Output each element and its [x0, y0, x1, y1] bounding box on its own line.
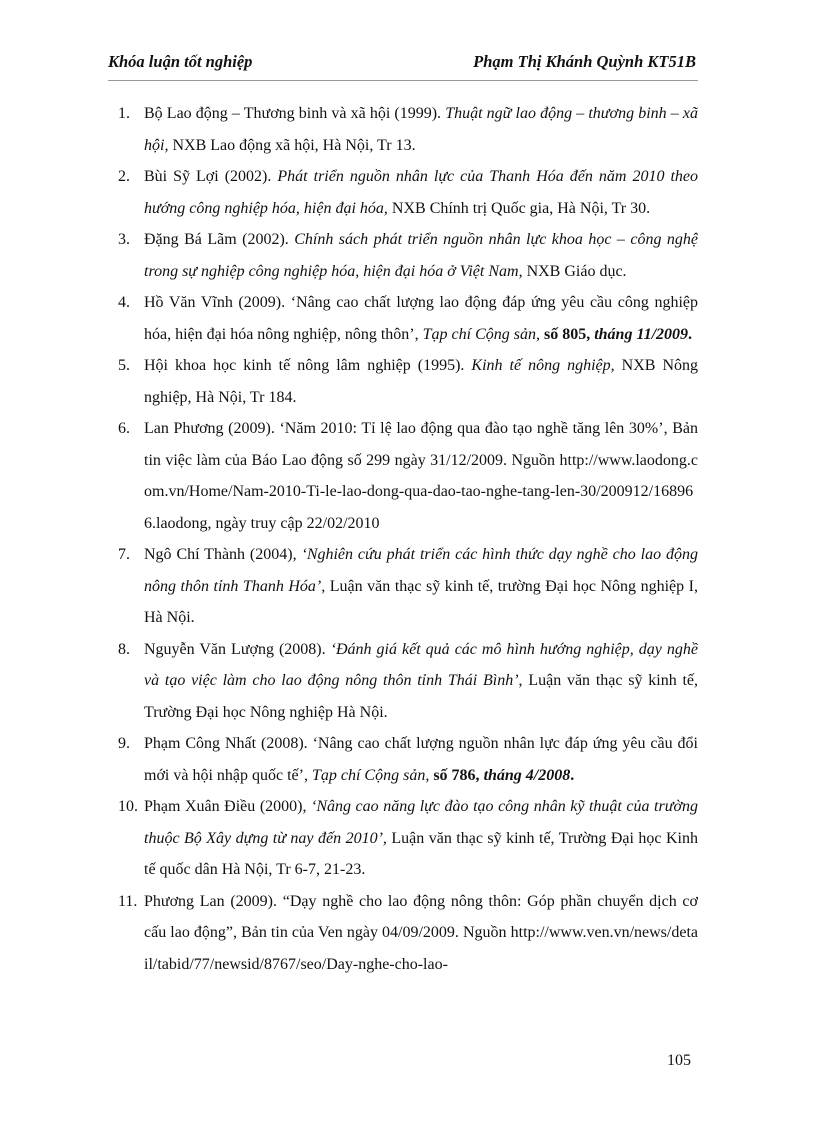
reference-number: 2. — [118, 168, 130, 185]
page-header — [108, 52, 696, 76]
reference-number: 8. — [118, 640, 130, 658]
reference-publisher: NXB Chính trị Quốc gia, Hà Nội, Tr 30. — [387, 199, 651, 217]
reference-period: . — [688, 325, 693, 343]
reference-title: ‘Nghiên cứu phát triển các hình thức dạy nghề cho lao động nông thôn tỉnh Thanh Hóa’, — [144, 546, 698, 595]
reference-text: Nguyễn Văn Lượng (2008). — [144, 640, 331, 658]
page-number: 105 — [667, 1052, 691, 1069]
reference-url[interactable]: http://www.ven.vn/news/detail/tabid/77/newsid/8767/seo/Day-nghe-cho-lao- — [144, 924, 698, 973]
reference-number: 5. — [118, 357, 130, 374]
reference-item — [118, 634, 698, 729]
reference-access-date: , ngày truy cập 22/02/2010 — [207, 514, 380, 532]
reference-text: Hồ Văn Vĩnh (2009). ‘Nâng cao chất lượng lao động đáp ứng yêu cầu công nghiệp hóa, hiện đại hóa nông nghiệp, nông thôn’, — [144, 294, 698, 343]
reference-text: Phạm Xuân Điều (2000), — [144, 798, 312, 815]
reference-number: 10. — [118, 798, 138, 815]
reference-number: 11. — [118, 892, 138, 910]
reference-item — [118, 224, 698, 287]
reference-url[interactable]: http://www.laodong.com.vn/Home/Nam-2010-Ti-le-lao-dong-qua-dao-tao-nghe-tang-len-30/200912/168966.laodong — [144, 451, 698, 532]
reference-item — [118, 886, 698, 981]
reference-item — [118, 287, 698, 350]
reference-publisher: NXB Nông nghiệp, Hà Nội, Tr 184. — [144, 357, 698, 406]
reference-text: Bùi Sỹ Lợi (2002). — [144, 168, 278, 185]
reference-title: Kinh tế nông nghiệp, — [471, 357, 615, 374]
reference-number: 3. — [118, 231, 130, 248]
reference-publisher: , Luận văn thạc sỹ kinh tế, Trường Đại học Nông nghiệp Hà Nội. — [144, 672, 699, 721]
reference-issue: số 786, — [433, 766, 480, 784]
reference-text: Hội khoa học kinh tế nông lâm nghiệp (1995). — [144, 357, 472, 374]
reference-item — [118, 98, 698, 161]
reference-title: Thuật ngữ lao động – thương binh – xã hội, — [144, 105, 698, 154]
reference-text: Đặng Bá Lãm (2002). — [144, 231, 295, 248]
reference-item — [118, 161, 698, 224]
reference-title: ‘Nâng cao năng lực đào tạo công nhân kỹ thuật của trường thuộc Bộ Xây dựng từ nay đến 2010’, — [144, 798, 698, 847]
reference-issue: số 805, — [543, 325, 591, 343]
header-thesis-title: Khóa luận tốt nghiệp — [108, 52, 253, 71]
reference-journal: Tạp chí Cộng sản, — [422, 325, 540, 343]
reference-item — [118, 539, 698, 634]
reference-date: tháng 11/2009 — [594, 325, 689, 343]
reference-item — [118, 791, 698, 886]
reference-title: Chính sách phát triển nguồn nhân lực khoa học – công nghệ trong sự nghiệp công nghiệp hóa, hiện đại hóa ở Việt Nam, — [144, 231, 698, 280]
reference-number: 7. — [118, 546, 130, 563]
reference-period: . — [570, 766, 575, 784]
reference-number: 4. — [118, 294, 130, 311]
reference-text: Phương Lan (2009). “Dạy nghề cho lao động nông thôn: Góp phần chuyển dịch cơ cấu lao động”, Bản tin của Ven ngày 04/09/2009. Nguồn — [144, 892, 698, 941]
reference-title: ‘Đánh giá kết quả các mô hình hướng nghiệp, dạy nghề và tạo việc làm cho lao động nông thôn tỉnh Thái Bình’ — [144, 640, 698, 689]
reference-text: Phạm Công Nhất (2008). ‘Nâng cao chất lượng nguồn nhân lực đáp ứng yêu cầu đổi mới và hội nhập quốc tế’, — [144, 735, 698, 784]
reference-text: Ngô Chí Thành (2004), — [144, 546, 302, 563]
reference-publisher: NXB Giáo dục. — [522, 262, 627, 280]
reference-publisher: Luận văn thạc sỹ kinh tế, trường Đại học Nông nghiệp I, Hà Nội. — [144, 577, 698, 626]
reference-number: 9. — [118, 735, 130, 752]
reference-title: Phát triển nguồn nhân lực của Thanh Hóa đến năm 2010 theo hướng công nghiệp hóa, hiện đại hóa, — [144, 168, 699, 217]
reference-list — [118, 98, 698, 980]
reference-journal: Tạp chí Cộng sản, — [311, 766, 430, 784]
reference-item — [118, 728, 698, 791]
header-author: Phạm Thị Khánh Quỳnh KT51B — [473, 52, 696, 71]
reference-text: Bộ Lao động – Thương binh và xã hội (1999). — [144, 105, 446, 122]
reference-number: 6. — [118, 420, 130, 437]
reference-publisher: NXB Lao động xã hội, Hà Nội, Tr 13. — [168, 136, 416, 154]
reference-item — [118, 350, 698, 413]
reference-item — [118, 413, 698, 539]
header-divider — [108, 80, 698, 81]
reference-text: Lan Phương (2009). ‘Năm 2010: Tỉ lệ lao động qua đào tạo nghề tăng lên 30%’, Bản tin việc làm của Báo Lao động số 299 ngày 31/12/2009. Nguồn — [144, 420, 698, 469]
reference-date: tháng 4/2008 — [483, 766, 571, 784]
reference-publisher: Luận văn thạc sỹ kinh tế, Trường Đại học Kinh tế quốc dân Hà Nội, Tr 6-7, 21-23. — [144, 829, 699, 878]
reference-number: 1. — [118, 105, 130, 122]
